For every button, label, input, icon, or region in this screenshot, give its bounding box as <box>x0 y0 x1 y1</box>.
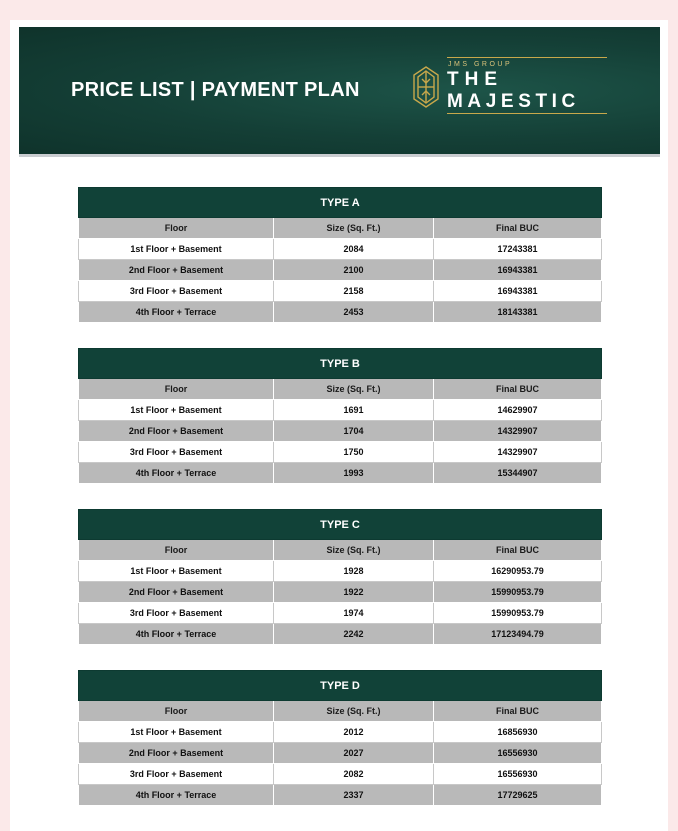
table-row <box>79 603 602 624</box>
buc-cell: 15990953.79 <box>434 582 602 603</box>
col-header-floor: Floor <box>79 701 274 722</box>
size-cell: 2012 <box>274 722 434 743</box>
col-header-size: Size (Sq. Ft.) <box>274 540 434 561</box>
size-cell: 2082 <box>274 764 434 785</box>
col-header-floor: Floor <box>79 379 274 400</box>
table-row <box>79 743 602 764</box>
table-row <box>79 561 602 582</box>
buc-cell: 14329907 <box>434 421 602 442</box>
page-title: PRICE LIST | PAYMENT PLAN <box>71 79 360 101</box>
col-header-buc: Final BUC <box>434 379 602 400</box>
buc-cell: 14329907 <box>434 442 602 463</box>
floor-cell: 1st Floor + Basement <box>79 400 274 421</box>
floor-cell: 2nd Floor + Basement <box>79 260 274 281</box>
buc-cell: 16556930 <box>434 743 602 764</box>
size-cell: 2027 <box>274 743 434 764</box>
size-cell: 1922 <box>274 582 434 603</box>
brand-line1: THE <box>447 69 503 90</box>
floor-cell: 4th Floor + Terrace <box>79 302 274 323</box>
buc-cell: 17123494.79 <box>434 624 602 645</box>
price-table-type-c <box>78 509 602 645</box>
buc-cell: 16290953.79 <box>434 561 602 582</box>
size-cell: 1993 <box>274 463 434 484</box>
size-cell: 1750 <box>274 442 434 463</box>
col-header-buc: Final BUC <box>434 218 602 239</box>
buc-cell: 16556930 <box>434 764 602 785</box>
table-type-title: TYPE B <box>79 349 602 379</box>
buc-cell: 15344907 <box>434 463 602 484</box>
floor-cell: 4th Floor + Terrace <box>79 785 274 806</box>
table-row <box>79 302 602 323</box>
brand-group: JMS GROUP <box>448 61 513 68</box>
floor-cell: 4th Floor + Terrace <box>79 624 274 645</box>
floor-cell: 2nd Floor + Basement <box>79 421 274 442</box>
size-cell: 1704 <box>274 421 434 442</box>
floor-cell: 3rd Floor + Basement <box>79 603 274 624</box>
table-type-title: TYPE A <box>79 188 602 218</box>
table-row <box>79 281 602 302</box>
size-cell: 2084 <box>274 239 434 260</box>
price-table-type-d <box>78 670 602 806</box>
table-row <box>79 421 602 442</box>
table-row <box>79 463 602 484</box>
price-table-type-b <box>78 348 602 484</box>
table-row <box>79 582 602 603</box>
table-row <box>79 400 602 421</box>
floor-cell: 3rd Floor + Basement <box>79 764 274 785</box>
buc-cell: 16943381 <box>434 260 602 281</box>
size-cell: 1691 <box>274 400 434 421</box>
size-cell: 2453 <box>274 302 434 323</box>
col-header-buc: Final BUC <box>434 540 602 561</box>
brand-line2: MAJESTIC <box>447 91 580 112</box>
size-cell: 2337 <box>274 785 434 806</box>
table-row <box>79 442 602 463</box>
col-header-floor: Floor <box>79 218 274 239</box>
buc-cell: 16943381 <box>434 281 602 302</box>
majestic-logo-icon <box>412 65 440 109</box>
size-cell: 2242 <box>274 624 434 645</box>
price-table-type-a <box>78 187 602 323</box>
floor-cell: 1st Floor + Basement <box>79 239 274 260</box>
floor-cell: 2nd Floor + Basement <box>79 743 274 764</box>
floor-cell: 4th Floor + Terrace <box>79 463 274 484</box>
table-row <box>79 785 602 806</box>
buc-cell: 17729625 <box>434 785 602 806</box>
table-row <box>79 624 602 645</box>
size-cell: 1974 <box>274 603 434 624</box>
size-cell: 2100 <box>274 260 434 281</box>
table-type-title: TYPE C <box>79 510 602 540</box>
buc-cell: 17243381 <box>434 239 602 260</box>
size-cell: 2158 <box>274 281 434 302</box>
col-header-buc: Final BUC <box>434 701 602 722</box>
floor-cell: 3rd Floor + Basement <box>79 442 274 463</box>
floor-cell: 1st Floor + Basement <box>79 561 274 582</box>
table-row <box>79 722 602 743</box>
table-row <box>79 260 602 281</box>
size-cell: 1928 <box>274 561 434 582</box>
header-banner <box>19 27 660 157</box>
floor-cell: 2nd Floor + Basement <box>79 582 274 603</box>
buc-cell: 16856930 <box>434 722 602 743</box>
col-header-floor: Floor <box>79 540 274 561</box>
table-row <box>79 239 602 260</box>
buc-cell: 15990953.79 <box>434 603 602 624</box>
floor-cell: 1st Floor + Basement <box>79 722 274 743</box>
col-header-size: Size (Sq. Ft.) <box>274 379 434 400</box>
logo-rule-bottom <box>447 113 607 114</box>
floor-cell: 3rd Floor + Basement <box>79 281 274 302</box>
col-header-size: Size (Sq. Ft.) <box>274 701 434 722</box>
table-row <box>79 764 602 785</box>
buc-cell: 18143381 <box>434 302 602 323</box>
table-type-title: TYPE D <box>79 671 602 701</box>
logo-rule-top <box>447 57 607 58</box>
col-header-size: Size (Sq. Ft.) <box>274 218 434 239</box>
buc-cell: 14629907 <box>434 400 602 421</box>
